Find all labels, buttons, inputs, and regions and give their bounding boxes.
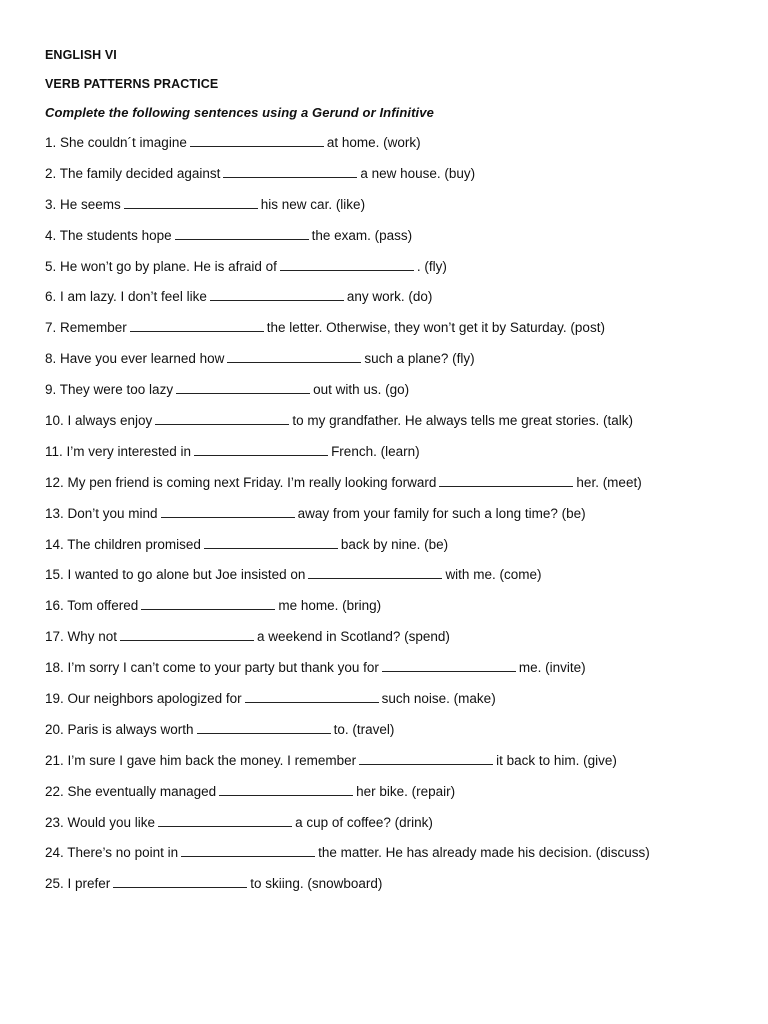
exercise-item bbox=[45, 381, 745, 412]
exercise-item bbox=[45, 752, 745, 783]
exercise-item bbox=[45, 350, 745, 381]
item-text-after: away from your family for such a long time? (be) bbox=[297, 505, 586, 521]
item-text-before: 23. Would you like bbox=[45, 814, 156, 830]
exercise-item bbox=[45, 875, 745, 906]
answer-blank bbox=[190, 134, 324, 147]
exercise-item bbox=[45, 319, 745, 350]
answer-blank bbox=[176, 381, 310, 394]
item-text-after: her bike. (repair) bbox=[356, 783, 456, 799]
answer-blank bbox=[223, 165, 357, 178]
answer-blank bbox=[197, 721, 331, 734]
exercise-item bbox=[45, 474, 745, 505]
answer-blank bbox=[308, 566, 442, 579]
exercise-item bbox=[45, 659, 745, 690]
answer-blank bbox=[245, 690, 379, 703]
item-text-before: 18. I’m sorry I can’t come to your party but thank you for bbox=[45, 660, 379, 676]
item-text-before: 2. The family decided against bbox=[45, 165, 221, 181]
item-text-after: any work. (do) bbox=[346, 289, 433, 305]
item-text-before: 8. Have you ever learned how bbox=[45, 351, 225, 367]
item-text-after: with me. (come) bbox=[445, 567, 542, 583]
answer-blank bbox=[181, 844, 315, 857]
item-text-after: a new house. (buy) bbox=[360, 165, 476, 181]
answer-blank bbox=[359, 752, 493, 765]
answer-blank bbox=[124, 196, 258, 209]
item-text-after: me. (invite) bbox=[518, 660, 586, 676]
exercise-item bbox=[45, 844, 745, 875]
item-text-before: 4. The students hope bbox=[45, 227, 172, 243]
item-text-before: 21. I’m sure I gave him back the money. I remember bbox=[45, 752, 357, 768]
item-text-before: 19. Our neighbors apologized for bbox=[45, 691, 242, 707]
item-text-after: the matter. He has already made his decision. (discuss) bbox=[318, 845, 650, 861]
item-text-before: 17. Why not bbox=[45, 629, 118, 645]
exercise-item bbox=[45, 134, 745, 165]
item-text-before: 22. She eventually managed bbox=[45, 783, 217, 799]
item-text-before: 12. My pen friend is coming next Friday. I’m really looking forward bbox=[45, 474, 437, 490]
answer-blank bbox=[141, 597, 275, 610]
item-text-after: it back to him. (give) bbox=[496, 752, 617, 768]
worksheet-title: VERB PATTERNS PRACTICE bbox=[45, 77, 219, 91]
item-text-before: 25. I prefer bbox=[45, 876, 111, 892]
item-text-before: 13. Don’t you mind bbox=[45, 505, 158, 521]
answer-blank bbox=[158, 814, 292, 827]
item-text-after: out with us. (go) bbox=[313, 382, 410, 398]
answer-blank bbox=[227, 350, 361, 363]
item-text-before: 15. I wanted to go alone but Joe insisted on bbox=[45, 567, 306, 583]
item-text-after: at home. (work) bbox=[326, 135, 421, 150]
exercise-item bbox=[45, 258, 745, 289]
answer-blank bbox=[382, 659, 516, 672]
exercise-item bbox=[45, 783, 745, 814]
item-text-after: to skiing. (snowboard) bbox=[250, 876, 383, 892]
answer-blank bbox=[194, 443, 328, 456]
item-text-before: 5. He won’t go by plane. He is afraid of bbox=[45, 258, 277, 274]
item-text-after: his new car. (like) bbox=[260, 196, 366, 212]
exercise-item bbox=[45, 628, 745, 659]
answer-blank bbox=[113, 875, 247, 888]
exercise-item bbox=[45, 288, 745, 319]
exercise-item bbox=[45, 536, 745, 567]
item-text-before: 9. They were too lazy bbox=[45, 382, 174, 398]
item-text-after: such noise. (make) bbox=[381, 691, 496, 707]
exercise-item bbox=[45, 505, 745, 536]
answer-blank bbox=[204, 536, 338, 549]
item-text-after: to. (travel) bbox=[333, 721, 395, 737]
exercise-item bbox=[45, 443, 745, 474]
exercise-item bbox=[45, 814, 745, 845]
answer-blank bbox=[120, 628, 254, 641]
item-text-after: to my grandfather. He always tells me great stories. (talk) bbox=[292, 413, 633, 429]
exercise-item bbox=[45, 412, 745, 443]
item-text-before: 10. I always enjoy bbox=[45, 413, 153, 429]
answer-blank bbox=[280, 258, 414, 271]
exercise-item bbox=[45, 566, 745, 597]
answer-blank bbox=[130, 319, 264, 332]
answer-blank bbox=[175, 227, 309, 240]
item-text-after: the letter. Otherwise, they won’t get it by Saturday. (post) bbox=[266, 320, 605, 336]
answer-blank bbox=[161, 505, 295, 518]
exercise-item bbox=[45, 227, 745, 258]
item-text-after: . (fly) bbox=[416, 258, 447, 274]
item-text-after: back by nine. (be) bbox=[340, 536, 449, 552]
item-text-after: her. (meet) bbox=[576, 474, 642, 490]
answer-blank bbox=[439, 474, 573, 487]
item-text-after: a weekend in Scotland? (spend) bbox=[257, 629, 450, 645]
item-text-after: a cup of coffee? (drink) bbox=[295, 814, 433, 830]
answer-blank bbox=[219, 783, 353, 796]
item-text-before: 14. The children promised bbox=[45, 536, 201, 552]
item-text-after: French. (learn) bbox=[331, 443, 420, 459]
item-text-before: 16. Tom offered bbox=[45, 598, 139, 614]
exercise-list bbox=[45, 134, 745, 906]
exercise-item bbox=[45, 721, 745, 752]
exercise-item bbox=[45, 165, 745, 196]
instructions: Complete the following sentences using a Gerund or Infinitive bbox=[45, 105, 434, 120]
item-text-after: such a plane? (fly) bbox=[364, 351, 475, 367]
item-text-before: 6. I am lazy. I don’t feel like bbox=[45, 289, 207, 305]
exercise-item bbox=[45, 597, 745, 628]
answer-blank bbox=[210, 288, 344, 301]
item-text-before: 3. He seems bbox=[45, 196, 121, 212]
answer-blank bbox=[155, 412, 289, 425]
course-heading: ENGLISH VI bbox=[45, 48, 117, 62]
exercise-item bbox=[45, 690, 745, 721]
item-text-before: 1. She couldn´t imagine bbox=[45, 135, 187, 150]
item-text-after: me home. (bring) bbox=[278, 598, 382, 614]
exercise-item bbox=[45, 196, 745, 227]
item-text-before: 7. Remember bbox=[45, 320, 127, 336]
item-text-before: 11. I’m very interested in bbox=[45, 443, 192, 459]
item-text-before: 24. There’s no point in bbox=[45, 845, 179, 861]
item-text-before: 20. Paris is always worth bbox=[45, 721, 194, 737]
item-text-after: the exam. (pass) bbox=[311, 227, 413, 243]
